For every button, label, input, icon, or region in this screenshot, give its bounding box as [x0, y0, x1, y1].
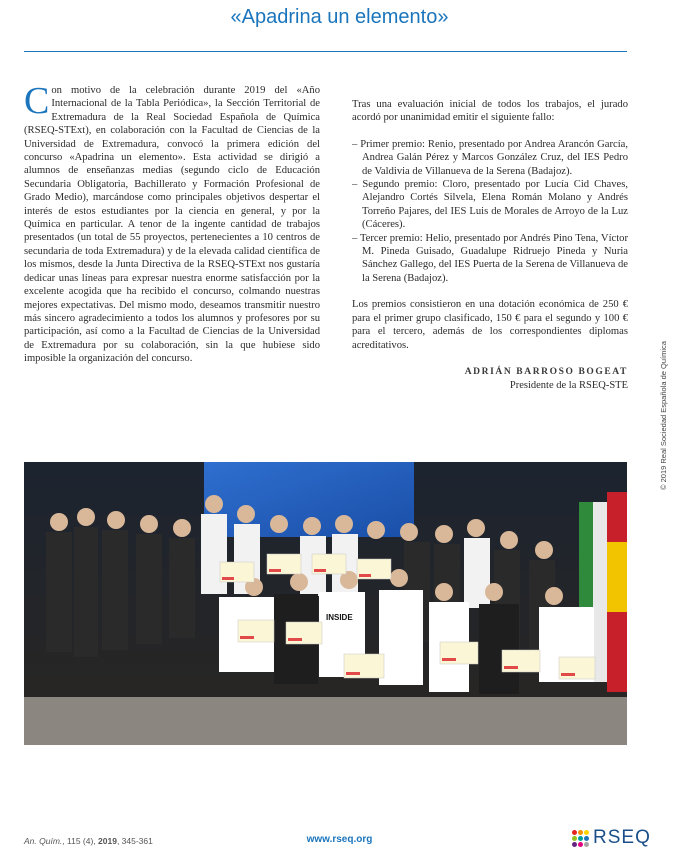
- page-title: «Apadrina un elemento»: [230, 6, 449, 28]
- title-divider: [24, 51, 627, 52]
- awards-paragraph: Los premios consistieron en una dotación económica de 250 € para el primer grupo clasificado, 150 € para el segundo y 100 € para el tercero, además de los correspondientes diplomas acreditativos.: [352, 299, 628, 351]
- logo-dot: [572, 830, 577, 835]
- prize-list: [352, 138, 628, 285]
- rseq-logo: [572, 826, 651, 850]
- prize-second: – Segundo premio: Cloro, presentado por Lucía Cid Chaves, Alejandro Cortés Silvela, Elena Román Molano y Andrés Torreño Pajares, del IES Luis de Morales de Arroyo de la Luz (Cáceres).: [352, 179, 628, 231]
- prize-first: – Primer premio: Renio, presentado por Andrea Arancón García, Andrea Galán Pérez y Marcos González Cruz, del IES Pedro de Valdivia de Villanueva de la Serena (Badajoz).: [352, 138, 628, 177]
- journal-year: 2019: [98, 836, 117, 846]
- prize-third: – Tercer premio: Helio, presentado por Andrés Pino Tena, Víctor M. Pineda Guisado, Guadalupe Ridruejo Pineda y Nuria Sánchez Gallego, del IES Puerta de la Serena de Villanueva de la Serena (Badajoz).: [352, 232, 628, 284]
- intro-paragraph: on motivo de la celebración durante 2019 del «Año Internacional de la Tabla Periódica», la Sección Territorial de Extremadura de la Real Sociedad Española de Química (RSEQ-STExt), en colaboración con la Facultad de Ciencias de la Universidad de Extremadura, convocó la primera edición del concurso «Apadrina un elemento». Esta actividad se dirigió a alumnos de enseñanzas medias (segundo ciclo de Educación Secundaria Obligatoria, Bachillerato y Formación Profesional de Grado Medio), marcándose como principales objetivos despertar el interés de estos estudiantes por la ciencia en general, y por la Química en particular. A tenor de la ingente cantidad de trabajos presentados (un total de 55 proyectos, pertenecientes a 10 centros de secundaria de toda Extremadura) y de la elevada calidad científica de los mismos, desde la Junta Directiva de la RSEQ-STExt nos gustaría dedicar unas líneas para expresar nuestra enorme satisfacción por la excelente acogida que ha recibido el concurso, colmando nuestras mejores expectativas. Del mismo modo, deseamos transmitir nuestro más sincero agradecimiento a todos los alumnos y profesores por su participación, así como a la Facultad de Ciencias de la Universidad de Extremadura por su colaboración, sin la que hubiese sido imposible la organización del concurso.: [24, 85, 320, 365]
- photo-shirt-text: INSIDE: [326, 613, 353, 622]
- drop-cap: C: [24, 80, 50, 122]
- jury-paragraph: Tras una evaluación inicial de todos los trabajos, el jurado acordó por unanimidad emitir el siguiente fallo:: [352, 99, 628, 124]
- logo-dot: [584, 842, 589, 847]
- group-photo: [24, 462, 627, 745]
- journal-volume: , 115 (4),: [62, 836, 99, 846]
- journal-pages: , 345-361: [116, 836, 153, 846]
- logo-dot: [584, 830, 589, 835]
- article-right-column: [352, 98, 628, 393]
- group-photo-illustration: [24, 462, 627, 745]
- article-left-column: [24, 80, 320, 366]
- logo-dot: [572, 836, 577, 841]
- logo-text: RSEQ: [593, 827, 651, 848]
- copyright-notice: [659, 330, 671, 490]
- copyright-text: © 2019 Real Sociedad Española de Química: [659, 341, 668, 490]
- signature: [352, 366, 628, 393]
- logo-dots: [572, 830, 589, 847]
- signature-name: ADRIÁN BARROSO BOGEAT: [464, 366, 628, 377]
- logo-dot: [584, 836, 589, 841]
- logo-dot: [578, 836, 583, 841]
- logo-dot: [578, 830, 583, 835]
- signature-role: Presidente de la RSEQ-STE: [509, 380, 628, 392]
- logo-dot: [578, 842, 583, 847]
- logo-dot: [572, 842, 577, 847]
- website-link[interactable]: www.rseq.org: [306, 834, 373, 845]
- journal-name: An. Quím.: [24, 836, 63, 846]
